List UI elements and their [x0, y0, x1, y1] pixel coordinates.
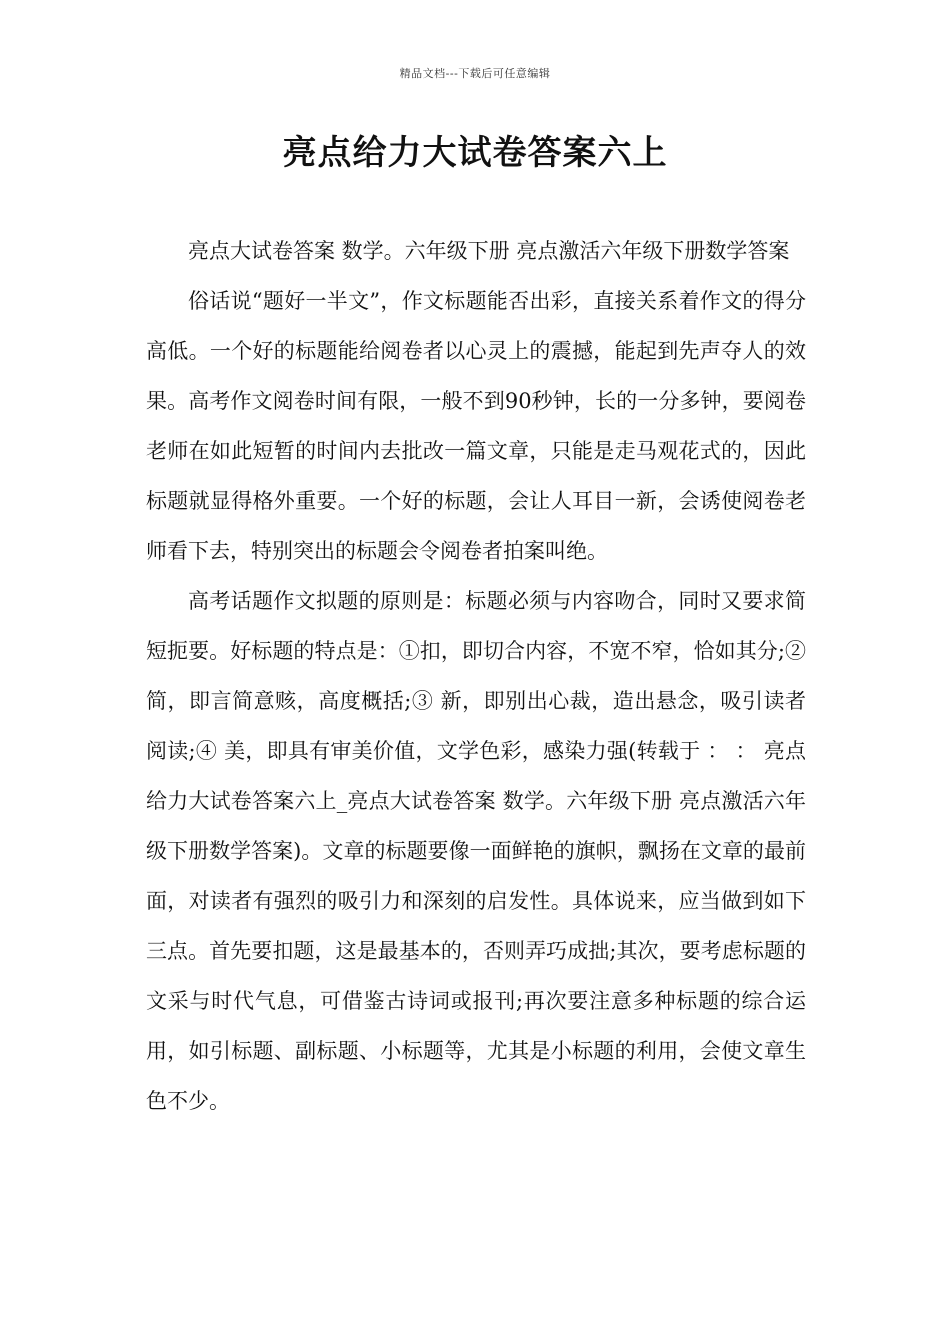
paragraph-2: 俗话说“题好一半文”，作文标题能否出彩，直接关系着作文的得分高低。一个好的标题能给阅卷者以心灵上的震撼，能起到先声夺人的效果。高考作文阅卷时间有限，一般不到90秒钟，长的一分多钟，要阅卷老师在如此短暂的时间内去批改一篇文章，只能是走马观花式的，因此标题就显得格外重要。一个好的标题，会让人耳目一新，会诱使阅卷老师看下去，特别突出的标题会令阅卷者拍案叫绝。: [146, 289, 806, 563]
paragraph-1: 亮点大试卷答案 数学。六年级下册 亮点激活六年级下册数学答案: [188, 239, 790, 263]
header-note: 精品文档---下载后可任意编辑: [399, 67, 551, 80]
document-body: [146, 226, 806, 1126]
paragraph-3: 高考话题作文拟题的原则是：标题必须与内容吻合，同时又要求简短扼要。好标题的特点是：①扣，即切合内容，不宽不窄，恰如其分;② 简，即言简意赅，高度概括;③ 新，即别出心裁，造出悬念，吸引读者阅读;④ 美，即具有审美价值，文学色彩，感染力强(转载于 ： ： 亮点给力大试卷答案六上_亮点大试卷答案 数学。六年级下册 亮点激活六年级下册数学答案)。文章的标题要像一面鲜艳的旗帜，飘扬在文章的最前面，对读者有强烈的吸引力和深刻的启发性。具体说来，应当做到如下三点。首先要扣题，这是最基本的，否则弄巧成拙;其次，要考虑标题的文采与时代气息，可借鉴古诗词或报刊;再次要注意多种标题的综合运用，如引标题、副标题、小标题等，尤其是小标题的利用，会使文章生色不少。: [146, 589, 806, 1113]
document-title: 亮点给力大试卷答案六上: [282, 133, 668, 173]
